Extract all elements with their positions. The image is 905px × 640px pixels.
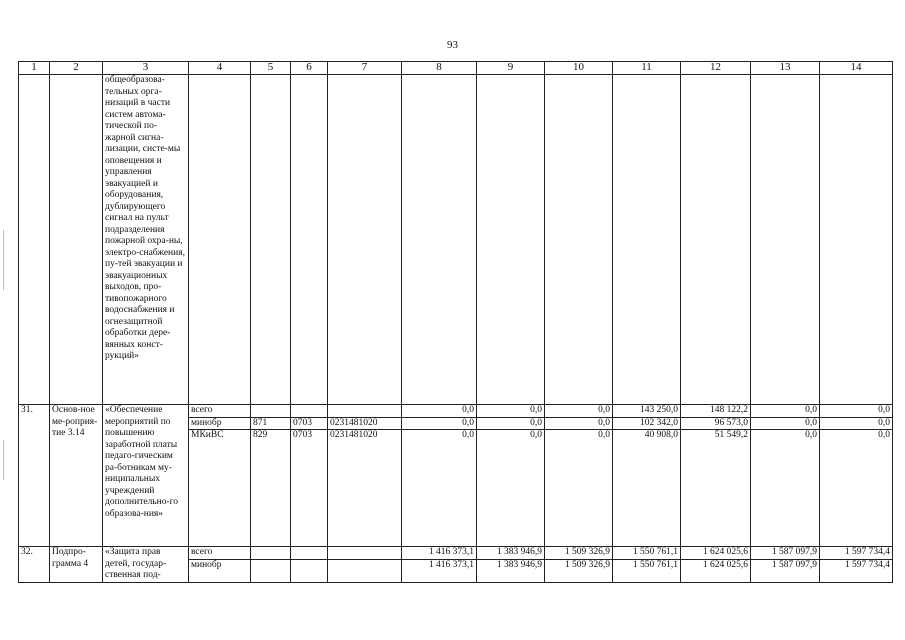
csr-code: [328, 405, 402, 418]
value-cell: 0,0: [751, 405, 820, 418]
row-number: 32.: [19, 547, 50, 583]
value-cell: 0,0: [751, 417, 820, 430]
budget-table: [18, 61, 893, 583]
column-header: 1: [19, 62, 50, 75]
executor: всего: [189, 547, 251, 560]
value-cell: 1 550 761,1: [613, 559, 681, 582]
value-cell: 0,0: [402, 405, 477, 418]
column-header: 5: [251, 62, 291, 75]
column-header: 11: [613, 62, 681, 75]
value-cell: 96 573,0: [681, 417, 751, 430]
value-cell: 1 597 734,4: [820, 547, 893, 560]
table-row-continued: [19, 75, 893, 405]
measure-name: «Защита прав детей, государ-ственная под-: [103, 547, 189, 583]
measure-name: «Обеспечение мероприятий по повышению заработной платы педаго-гическим ра-ботникам му-ниципальных учреждений дополнительно-го образова-ния»: [103, 405, 189, 547]
column-header: 7: [328, 62, 402, 75]
value-cell: 0,0: [477, 430, 545, 547]
csr-code: [328, 559, 402, 582]
value-cell: 143 250,0: [613, 405, 681, 418]
executor: всего: [189, 405, 251, 418]
value-cell: 1 383 946,9: [477, 559, 545, 582]
column-header: 8: [402, 62, 477, 75]
rzpr-code: 0703: [291, 430, 328, 547]
column-header: 2: [50, 62, 103, 75]
column-header: 13: [751, 62, 820, 75]
value-cell: 40 908,0: [613, 430, 681, 547]
row-type: Подпро-грамма 4: [50, 547, 103, 583]
column-header: 12: [681, 62, 751, 75]
value-cell: 51 549,2: [681, 430, 751, 547]
value-cell: 1 624 025,6: [681, 559, 751, 582]
row-number: 31.: [19, 405, 50, 547]
grbs-code: [251, 405, 291, 418]
table-row-32: [19, 547, 893, 560]
scan-margin-mark: [3, 440, 4, 480]
row-type: Основ-ное ме-роприя-тие 3.14: [50, 405, 103, 547]
csr-code: 0231481020: [328, 430, 402, 547]
grbs-code: [251, 547, 291, 560]
value-cell: 1 383 946,9: [477, 547, 545, 560]
value-cell: 0,0: [820, 405, 893, 418]
rzpr-code: [291, 559, 328, 582]
value-cell: 1 597 734,4: [820, 559, 893, 582]
page-number: 93: [447, 39, 458, 51]
value-cell: 0,0: [402, 417, 477, 430]
value-cell: 1 416 373,1: [402, 559, 477, 582]
rzpr-code: [291, 547, 328, 560]
column-header: 10: [545, 62, 613, 75]
value-cell: 1 509 326,9: [545, 547, 613, 560]
value-cell: 1 550 761,1: [613, 547, 681, 560]
csr-code: 0231481020: [328, 417, 402, 430]
executor: минобр: [189, 559, 251, 582]
value-cell: 0,0: [545, 430, 613, 547]
value-cell: 0,0: [820, 417, 893, 430]
column-header: 14: [820, 62, 893, 75]
column-header: 4: [189, 62, 251, 75]
value-cell: 0,0: [820, 430, 893, 547]
column-header: 6: [291, 62, 328, 75]
grbs-code: 871: [251, 417, 291, 430]
value-cell: 1 587 097,9: [751, 547, 820, 560]
value-cell: 1 587 097,9: [751, 559, 820, 582]
value-cell: 0,0: [545, 405, 613, 418]
column-header: 9: [477, 62, 545, 75]
rzpr-code: [291, 405, 328, 418]
grbs-code: 829: [251, 430, 291, 547]
value-cell: 0,0: [402, 430, 477, 547]
value-cell: 1 509 326,9: [545, 559, 613, 582]
value-cell: 148 122,2: [681, 405, 751, 418]
column-header: 3: [103, 62, 189, 75]
value-cell: 0,0: [477, 405, 545, 418]
csr-code: [328, 547, 402, 560]
value-cell: 0,0: [477, 417, 545, 430]
grbs-code: [251, 559, 291, 582]
table-row-31: [19, 405, 893, 418]
value-cell: 1 624 025,6: [681, 547, 751, 560]
executor: МКиВС: [189, 430, 251, 547]
rzpr-code: 0703: [291, 417, 328, 430]
executor: минобр: [189, 417, 251, 430]
value-cell: 0,0: [751, 430, 820, 547]
value-cell: 0,0: [545, 417, 613, 430]
measure-name-continued: общеобразова-тельных орга-низаций в части систем автома-тической по-жарной сигна-лизации, систе-мы оповещения и управления эвакуацией и оборудования, дублирующего сигнал на пульт подразделения пожарной охра-ны, электро-снабжения, пу-тей эвакуации и эвакуационных выходов, про-тивопожарного водоснабжения и огнезащитной обработки дере-вянных конст-рукций»: [103, 75, 189, 405]
value-cell: 1 416 373,1: [402, 547, 477, 560]
scan-margin-mark: [3, 230, 4, 290]
value-cell: 102 342,0: [613, 417, 681, 430]
table-header-row: [19, 62, 893, 75]
